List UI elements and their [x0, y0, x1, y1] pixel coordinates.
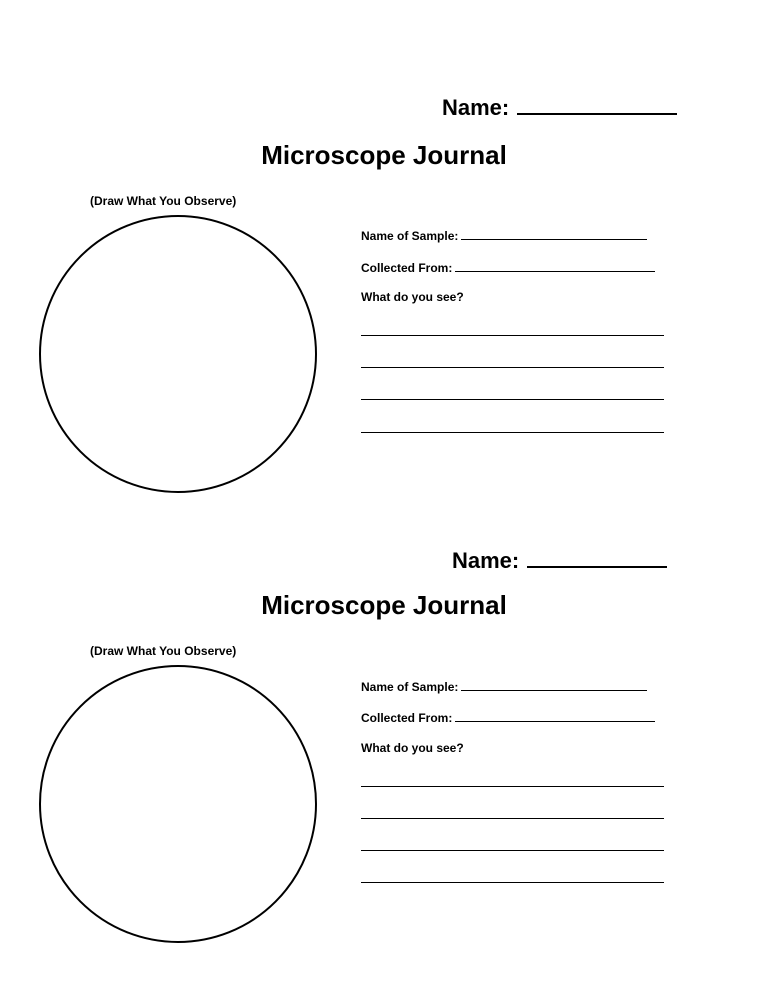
answer-line[interactable]	[361, 399, 664, 400]
sample-name-blank[interactable]	[461, 679, 647, 691]
name-blank-line[interactable]	[527, 548, 667, 568]
sample-name-label: Name of Sample:	[361, 680, 459, 694]
sample-name-field	[361, 679, 647, 693]
answer-line[interactable]	[361, 367, 664, 368]
journal-section-2	[0, 452, 768, 902]
collected-from-field	[361, 260, 655, 274]
page-title: Microscope Journal	[261, 590, 507, 620]
name-field	[452, 548, 667, 572]
observation-question: What do you see?	[361, 741, 464, 755]
answer-line[interactable]	[361, 432, 664, 433]
observation-question: What do you see?	[361, 290, 464, 304]
collected-from-field	[361, 710, 655, 724]
answer-line[interactable]	[361, 882, 664, 883]
collected-from-blank[interactable]	[455, 710, 655, 722]
sample-name-blank[interactable]	[461, 228, 647, 240]
answer-line[interactable]	[361, 850, 664, 851]
sample-name-field	[361, 228, 647, 242]
answer-line[interactable]	[361, 335, 664, 336]
drawing-circle[interactable]	[39, 665, 317, 943]
answer-line[interactable]	[361, 818, 664, 819]
journal-section-1	[0, 0, 768, 450]
page-title: Microscope Journal	[261, 140, 507, 170]
name-label: Name:	[452, 548, 520, 573]
draw-instruction: (Draw What You Observe)	[90, 194, 237, 208]
name-label: Name:	[442, 95, 510, 120]
draw-instruction: (Draw What You Observe)	[90, 644, 237, 658]
name-field	[442, 95, 677, 119]
answer-line[interactable]	[361, 786, 664, 787]
sample-name-label: Name of Sample:	[361, 229, 459, 243]
collected-from-label: Collected From:	[361, 711, 453, 725]
collected-from-label: Collected From:	[361, 261, 453, 275]
name-blank-line[interactable]	[517, 95, 677, 115]
collected-from-blank[interactable]	[455, 260, 655, 272]
